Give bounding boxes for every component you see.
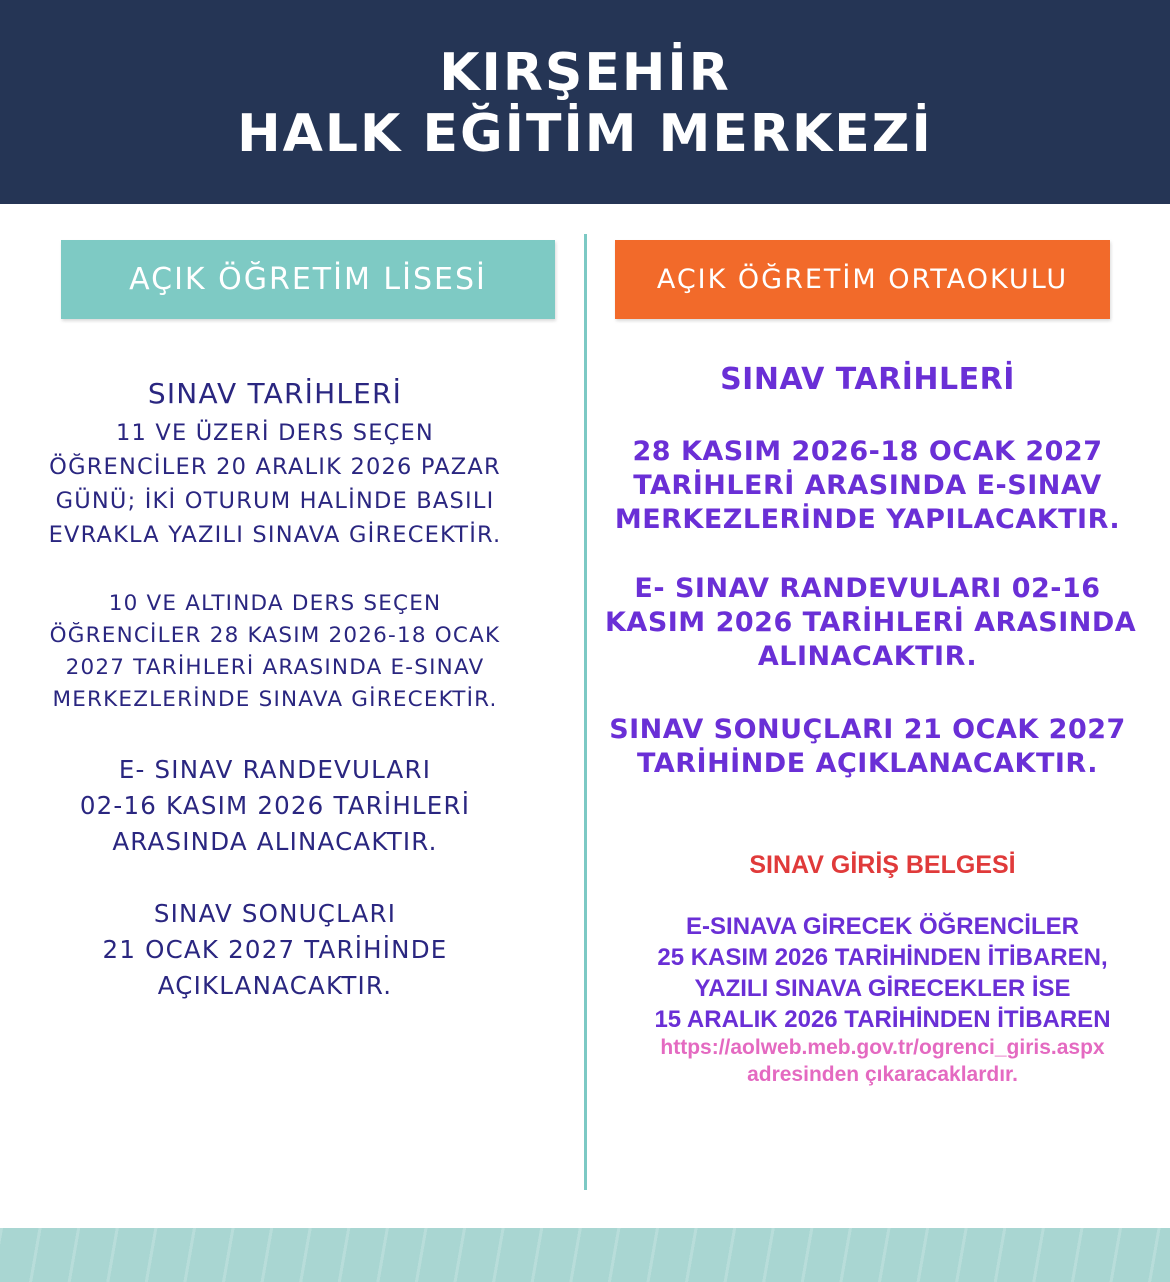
- right-banner: [615, 240, 1110, 319]
- text-line: MERKEZLERİNDE SINAVA GİRECEKTİR.: [52, 687, 498, 712]
- exam-entry-document-title: SINAV GİRİŞ BELGESİ: [749, 851, 1016, 879]
- right-paragraph-appointments: [605, 572, 1137, 674]
- left-paragraph-e-exam: [20, 588, 530, 716]
- column-divider: [584, 234, 587, 1190]
- exam-entry-link-suffix: adresinden çıkaracaklardır.: [747, 1063, 1018, 1086]
- text-line: 28 KASIM 2026-18 OCAK 2027: [632, 436, 1103, 467]
- header-title-line1: KIRŞEHİR: [439, 43, 731, 103]
- text-line: TARİHİNDE AÇIKLANACAKTIR.: [637, 748, 1098, 779]
- text-line: 25 KASIM 2026 TARİHİNDEN İTİBAREN,: [657, 944, 1108, 971]
- left-paragraph-written-exam: [20, 416, 530, 552]
- text-line: 21 OCAK 2027 TARİHİNDE: [102, 935, 448, 964]
- left-paragraph-appointments: [20, 752, 530, 860]
- right-banner-label: AÇIK ÖĞRETİM ORTAOKULU: [656, 264, 1069, 295]
- text-line: SINAV SONUÇLARI 21 OCAK 2027: [609, 714, 1126, 745]
- exam-entry-info: [600, 911, 1165, 1035]
- left-banner: [61, 240, 555, 319]
- text-line: GÜNÜ; İKİ OTURUM HALİNDE BASILI: [55, 488, 495, 514]
- text-line: 15 ARALIK 2026 TARİHİNDEN İTİBAREN: [654, 1006, 1111, 1033]
- text-line: AÇIKLANACAKTIR.: [157, 971, 393, 1000]
- text-line: MERKEZLERİNDE YAPILACAKTIR.: [614, 504, 1121, 535]
- left-banner-label: AÇIK ÖĞRETİM LİSESİ: [129, 262, 487, 297]
- text-line: E- SINAV RANDEVULARI 02-16: [634, 573, 1101, 604]
- footer-band: [0, 1228, 1170, 1282]
- text-line: ÖĞRENCİLER 20 ARALIK 2026 PAZAR: [49, 454, 501, 480]
- exam-entry-link[interactable]: https://aolweb.meb.gov.tr/ogrenci_giris.aspx: [660, 1036, 1105, 1059]
- text-line: ÖĞRENCİLER 28 KASIM 2026-18 OCAK: [49, 623, 501, 648]
- text-line: 11 VE ÜZERİ DERS SEÇEN: [116, 420, 434, 446]
- text-line: EVRAKLA YAZILI SINAVA GİRECEKTİR.: [48, 522, 502, 548]
- text-line: 10 VE ALTINDA DERS SEÇEN: [108, 591, 442, 616]
- header-title-line2: HALK EĞİTİM MERKEZİ: [237, 104, 933, 164]
- header: [0, 0, 1170, 204]
- exam-entry-link-block: [600, 1034, 1165, 1088]
- right-paragraph-exam-dates: [605, 435, 1130, 537]
- left-section-title: SINAV TARİHLERİ: [147, 377, 403, 410]
- text-line: KASIM 2026 TARİHLERİ ARASINDA: [605, 607, 1137, 638]
- text-line: SINAV SONUÇLARI: [153, 899, 397, 928]
- text-line: YAZILI SINAVA GİRECEKLER İSE: [694, 975, 1071, 1002]
- text-line: TARİHLERİ ARASINDA E-SINAV: [633, 470, 1102, 501]
- left-paragraph-results: [20, 896, 530, 1004]
- text-line: 2027 TARİHLERİ ARASINDA E-SINAV: [65, 655, 485, 680]
- text-line: 02-16 KASIM 2026 TARİHLERİ: [79, 791, 471, 820]
- text-line: E-SINAVA GİRECEK ÖĞRENCİLER: [686, 913, 1079, 940]
- text-line: ARASINDA ALINACAKTIR.: [112, 827, 438, 856]
- right-section-title: SINAV TARİHLERİ: [720, 362, 1015, 397]
- right-paragraph-results: [605, 713, 1130, 781]
- text-line: ALINACAKTIR.: [757, 641, 978, 672]
- text-line: E- SINAV RANDEVULARI: [118, 755, 432, 784]
